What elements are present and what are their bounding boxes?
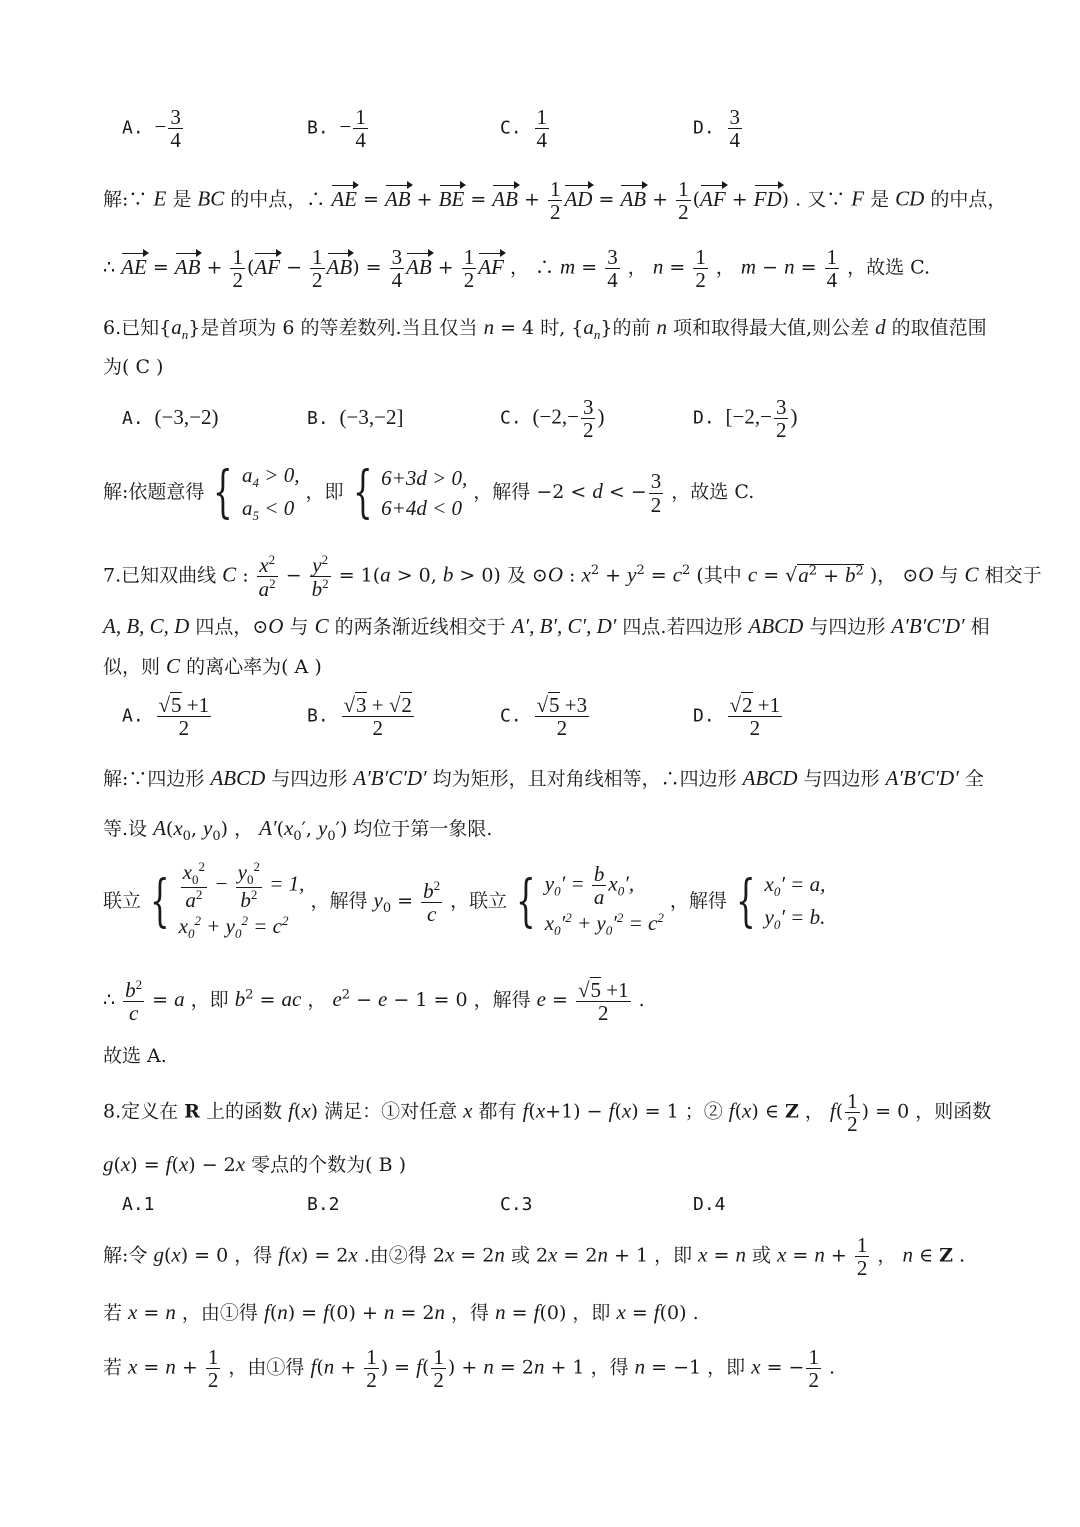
q5-option-c: C. $\frac{1}{4}$ [500, 105, 548, 153]
q7-solution-line5: 故选 A. [103, 1045, 167, 1067]
q8-option-a: A.1 [122, 1194, 155, 1215]
q7-solution-line3: 联立 { $\frac{x_0^2}{a^2}$ − $\frac{y_0^2}{b^2}$ = 1, $x_0^2 + y_0^2 = c^2$ ，解得 $y_0$ = $\frac{b^2}{c}$ ，联立 { $y_0'$ = $\frac{b}{a}$ $x_0'$, $x_0'^2 + y_0'^2 = c^2$ ，解得 { $x_0' = a$, $y_0' = b$. [103, 859, 826, 942]
q6-stem-line1: 6.已知$\{a_n\}$是首项为 6 的等差数列.当且仅当 n = 4 时, $\{a_n\}$的前 n 项和取得最大值,则公差 d 的取值范围 [103, 315, 987, 343]
q6-stem-line2: 为( C ) [103, 356, 164, 378]
q8-stem-line2: g(x) = f(x) − 2x 零点的个数为( B ) [103, 1152, 407, 1176]
q8-option-c: C.3 [500, 1194, 533, 1215]
q5-solution-line1: 解:∵ E 是 BC 的中点，∴ AE = AB + BE = AB + $\frac{1}{2}$ AD = AB + $\frac{1}{2}$ (AF + FD) . 又∵ F 是 CD 的中点， [103, 177, 1007, 225]
q7-option-b: B. $\frac{√3 + √2}{2}$ [307, 693, 412, 741]
q8-option-d: D.4 [693, 1194, 726, 1215]
q6-option-b: B. (−3,−2] [307, 405, 404, 429]
q8-solution-line2: 若 x = n ，由①得 f(n) = f(0) + n = 2n ，得 n = f(0) ，即 x = f(0) . [103, 1300, 699, 1324]
q7-option-c: C. $\frac{√5 +3}{2}$ [500, 693, 588, 741]
q7-stem-line1: 7.已知双曲线 C : $\frac{x^2}{a^2}$ − $\frac{y^2}{b^2}$ = 1(a > 0, b > 0) 及 ⊙O : $x^2 + y^2 = c^2$ (其中 $c = √a^2 + b^2$ )， ⊙O 与 C 相交于 [103, 552, 1042, 602]
q6-option-a: A. (−3,−2) [122, 405, 219, 429]
q8-stem-line1: 8.定义在 R 上的函数 f(x) 满足：①对任意 x 都有 f(x+1) − f(x) = 1 ；② f(x) ∈ Z ， f( $\frac{1}{2}$ ) = 0 ，则函数 [103, 1089, 992, 1137]
q5-solution-line2: ∴ AE = AB + $\frac{1}{2}$ (AF − $\frac{1}{2}$ AB) = $\frac{3}{4}$ AB + $\frac{1}{2}$ AF ， ∴ m = $\frac{3}{4}$ ， n = $\frac{1}{2}$ ， m − n = $\frac{1}{4}$ ，故选 C. [103, 245, 931, 293]
q8-option-b: B.2 [307, 1194, 340, 1215]
q6-solution: 解:依题意得 { $a_4 > 0$, $a_5 < 0$ ，即 { 6+3d > 0, 6+4d < 0 ，解得 −2 < d < − $\frac{3}{2}$ ，故选 C. [103, 460, 755, 526]
q5-option-d: D. $\frac{3}{4}$ [693, 105, 741, 153]
q7-stem-line3: 似，则 C 的离心率为( A ) [103, 654, 322, 678]
q6-option-c: C. (−2,− $\frac{3}{2}$ ) [500, 395, 605, 443]
q8-solution-line1: 解:令 g(x) = 0 ，得 f(x) = 2x .由②得 2x = 2n 或 2x = 2n + 1 ，即 x = n 或 x = n + $\frac{1}{2}$ ， n ∈ Z . [103, 1233, 966, 1281]
q6-option-d: D. [−2,− $\frac{3}{2}$ ) [693, 395, 798, 443]
q7-solution-line2: 等.设 $A(x_0$, $y_0$) ， $A'(x_0'$, $y_0'$) 均位于第一象限. [103, 816, 493, 844]
q7-stem-line2: A, B, C, D 四点，⊙O 与 C 的两条渐近线相交于 A′, B′, C′, D′ 四点.若四边形 ABCD 与四边形 A′B′C′D′ 相 [103, 614, 990, 638]
q7-solution-line4: ∴ $\frac{b^2}{c}$ = a ，即 $b^2$ = ac ， $e^2 - e - 1 = 0$ ，解得 e = $\frac{√5 +1}{2}$ . [103, 977, 645, 1026]
q5-option-b: B. − $\frac{1}{4}$ [307, 105, 366, 153]
q7-option-d: D. $\frac{√2 +1}{2}$ [693, 693, 781, 741]
q7-option-a: A. $\frac{√5 +1}{2}$ [122, 693, 210, 741]
q8-solution-line3: 若 x = n + $\frac{1}{2}$ ，由①得 f(n + $\frac{1}{2}$ ) = f( $\frac{1}{2}$ ) + n = 2n + 1 ，得 n = −1 ，即 x = − $\frac{1}{2}$ . [103, 1345, 836, 1393]
q7-solution-line1: 解:∵四边形 ABCD 与四边形 A′B′C′D′ 均为矩形，且对角线相等，∴四边形 ABCD 与四边形 A′B′C′D′ 全 [103, 766, 984, 790]
q5-option-a: A. − $\frac{3}{4}$ [122, 105, 181, 153]
